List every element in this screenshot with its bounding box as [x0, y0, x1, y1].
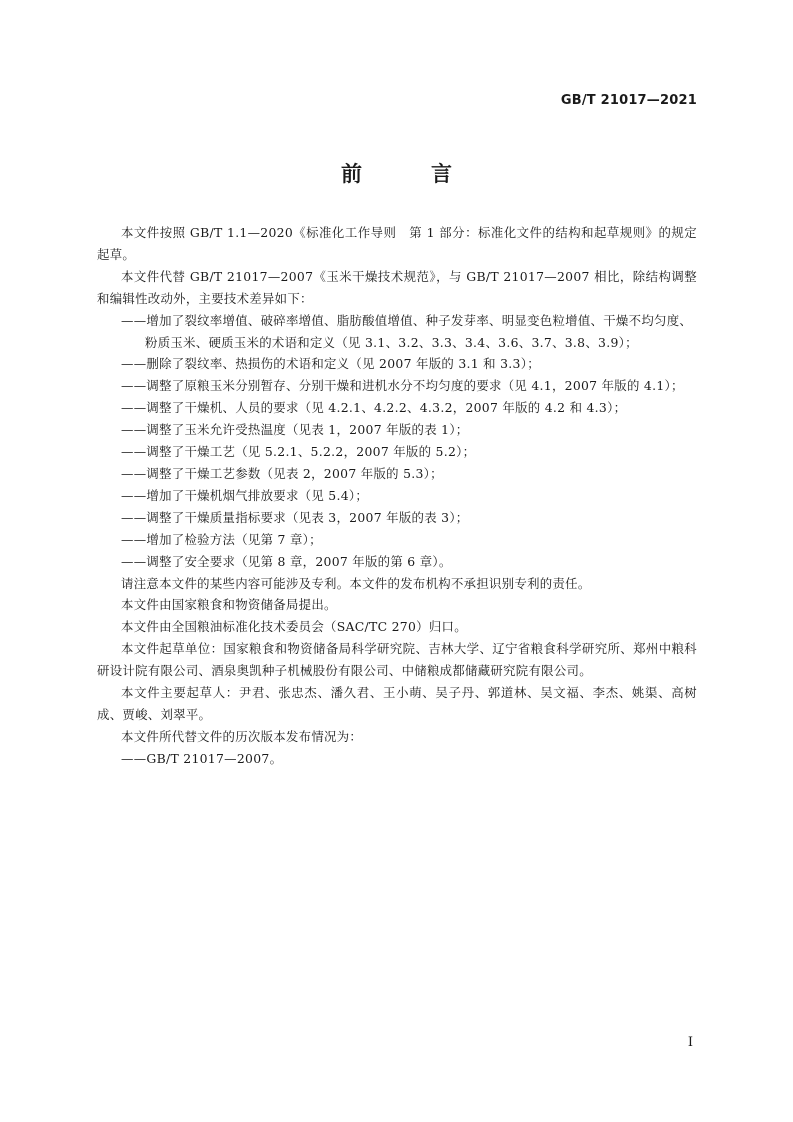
proposer-paragraph: 本文件由国家粮食和物资储备局提出。	[121, 597, 337, 613]
change-item: ——调整了玉米允许受热温度（见表 1，2007 年版的表 1）；	[121, 422, 469, 438]
change-item: ——调整了原粮玉米分别暂存、分别干燥和进机水分不均匀度的要求（见 4.1，2007 年版的 4.1）；	[121, 378, 684, 394]
change-item: ——增加了裂纹率增值、破碎率增值、脂肪酸值增值、种子发芽率、明显变色粒增值、干燥不均匀度、粉质玉米、硬质玉米的术语和定义（见 3.1、3.2、3.3、3.4、3.6、3.7、3.8、3.9）；	[121, 312, 693, 350]
change-item: ——调整了干燥机、人员的要求（见 4.2.1、4.2.2、4.3.2，2007 年版的 4.2 和 4.3）；	[121, 400, 627, 416]
version-history-item: ——GB/T 21017—2007。	[121, 750, 283, 766]
drafting-rules-paragraph: 本文件按照 GB/T 1.1—2020《标准化工作导则 第 1 部分：标准化文件的结构和起草规则》的规定起草。	[97, 225, 697, 262]
page-title: 前 言	[341, 162, 476, 186]
change-item: ——删除了裂纹率、热损伤的术语和定义（见 2007 年版的 3.1 和 3.3）；	[121, 356, 540, 372]
committee-paragraph: 本文件由全国粮油标准化技术委员会（SAC/TC 270）归口。	[121, 619, 467, 635]
change-item: ——调整了干燥工艺参数（见表 2，2007 年版的 5.3）；	[121, 465, 443, 481]
patent-notice: 请注意本文件的某些内容可能涉及专利。本文件的发布机构不承担识别专利的责任。	[121, 575, 591, 591]
drafting-units-paragraph: 本文件起草单位：国家粮食和物资储备局科学研究院、吉林大学、辽宁省粮食科学研究所、郑州中粮科研设计院有限公司、酒泉奥凯种子机械股份有限公司、中储粮成都储藏研究院有限公司。	[97, 641, 697, 679]
foreword-body	[97, 222, 697, 770]
change-item: ——增加了干燥机烟气排放要求（见 5.4）；	[121, 487, 369, 503]
change-item: ——增加了检验方法（见第 7 章）；	[121, 531, 322, 547]
version-history-heading: 本文件所代替文件的历次版本发布情况为：	[121, 728, 363, 744]
replacement-paragraph: 本文件代替 GB/T 21017—2007《玉米干燥技术规范》，与 GB/T 21017—2007 相比，除结构调整和编辑性改动外，主要技术差异如下：	[97, 268, 697, 306]
drafters-paragraph: 本文件主要起草人：尹君、张忠杰、潘久君、王小萌、吴子丹、郭道林、吴文福、李杰、姚渠、高树成、贾峻、刘翠平。	[97, 685, 697, 722]
change-item: ——调整了安全要求（见第 8 章，2007 年版的第 6 章）。	[121, 553, 452, 569]
change-item: ——调整了干燥质量指标要求（见表 3，2007 年版的表 3）；	[121, 509, 469, 525]
page-number: I	[687, 1035, 693, 1050]
standard-code: GB/T 21017—2021	[560, 93, 697, 108]
change-item: ——调整了干燥工艺（见 5.2.1、5.2.2，2007 年版的 5.2）；	[121, 444, 476, 460]
